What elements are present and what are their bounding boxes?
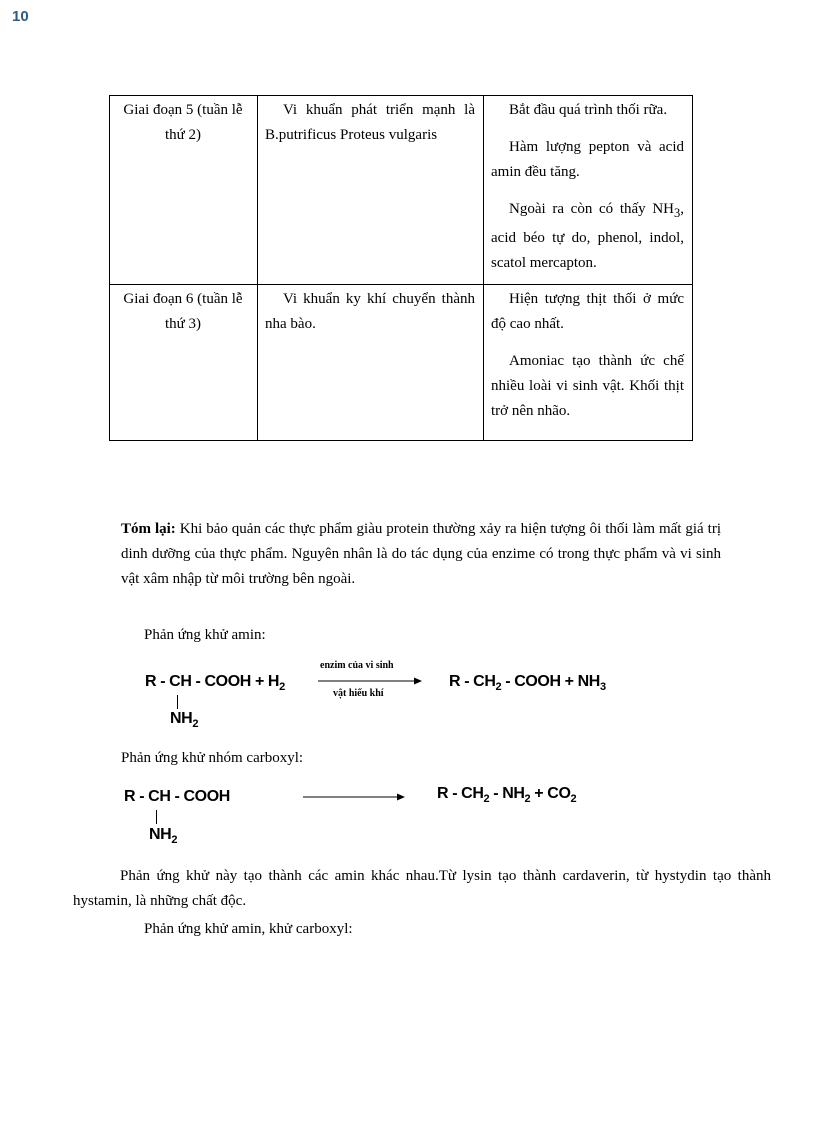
bond-line [177,695,178,709]
reaction-arrow [303,791,405,803]
summary-paragraph: Tóm lại: Khi bảo quản các thực phẩm giàu protein thường xảy ra hiện tượng ôi thối làm mất giá trị dinh dưỡng của thực phẩm. Nguyên nhân là do tác dụng của enzime có trong thực phẩm và vi sinh vật xâm nhập từ môi trường bên ngoài. [121,521,721,587]
bacteria-cell: Vi khuẩn ky khí chuyển thành nha bào. [258,285,484,441]
decarboxylation-amine-group: $NH_2$ [149,826,178,846]
description-cell [484,96,693,285]
body-paragraph: Phản ứng khử này tạo thành các amin khác nhau.Từ lysin tạo thành cardaverin, từ hystydin tạo thành hystamin, là những chất độc. [73,868,771,909]
deamination-reactant: R - CH - COOH + $H_2$ [145,673,285,693]
decomposition-stages-table [109,95,693,441]
bond-line [156,810,157,824]
deamination-amine-group: $NH_2$ [170,710,199,730]
decarboxylation-reactant: R - CH - COOH [124,788,230,805]
description-paragraph: Bắt đầu quá trình thối rữa. [509,102,668,118]
summary-label: Tóm lại: [121,521,176,537]
description-paragraph: Hàm lượng pepton và acid amin đều tăng. [491,139,684,180]
table-row [110,96,693,285]
final-heading: Phản ứng khử amin, khử carboxyl: [144,921,353,937]
description-paragraph: Ngoài ra còn có thấy $NH_3$, acid béo tự do, phenol, indol, scatol mercapton. [491,201,684,271]
deamination-heading: Phản ứng khử amin: [144,627,266,643]
description-cell [484,285,693,441]
arrow-condition-bottom: vật hiếu khí [333,688,384,699]
reaction-arrow [318,675,422,687]
stage-cell: Giai đoạn 5 (tuần lễ thứ 2) [110,96,258,285]
page-number: 10 [12,8,29,25]
bacteria-cell: Vi khuẩn phát triển mạnh là B.putrificus Proteus vulgaris [258,96,484,285]
arrow-condition-top: enzim của vi sinh [320,660,394,671]
description-paragraph: Amoniac tạo thành ức chế nhiều loài vi sinh vật. Khối thịt trở nên nhão. [491,353,684,419]
table-row [110,285,693,441]
deamination-product: R - $CH_2$ - COOH + $NH_3$ [449,673,606,693]
description-paragraph: Hiện tượng thịt thối ở mức độ cao nhất. [491,291,684,332]
decarboxylation-heading: Phản ứng khử nhóm carboxyl: [121,750,304,766]
stage-cell: Giai đoạn 6 (tuần lễ thứ 3) [110,285,258,441]
decarboxylation-product: $R - CH_2 - NH_2 + CO_2$ [437,785,577,805]
